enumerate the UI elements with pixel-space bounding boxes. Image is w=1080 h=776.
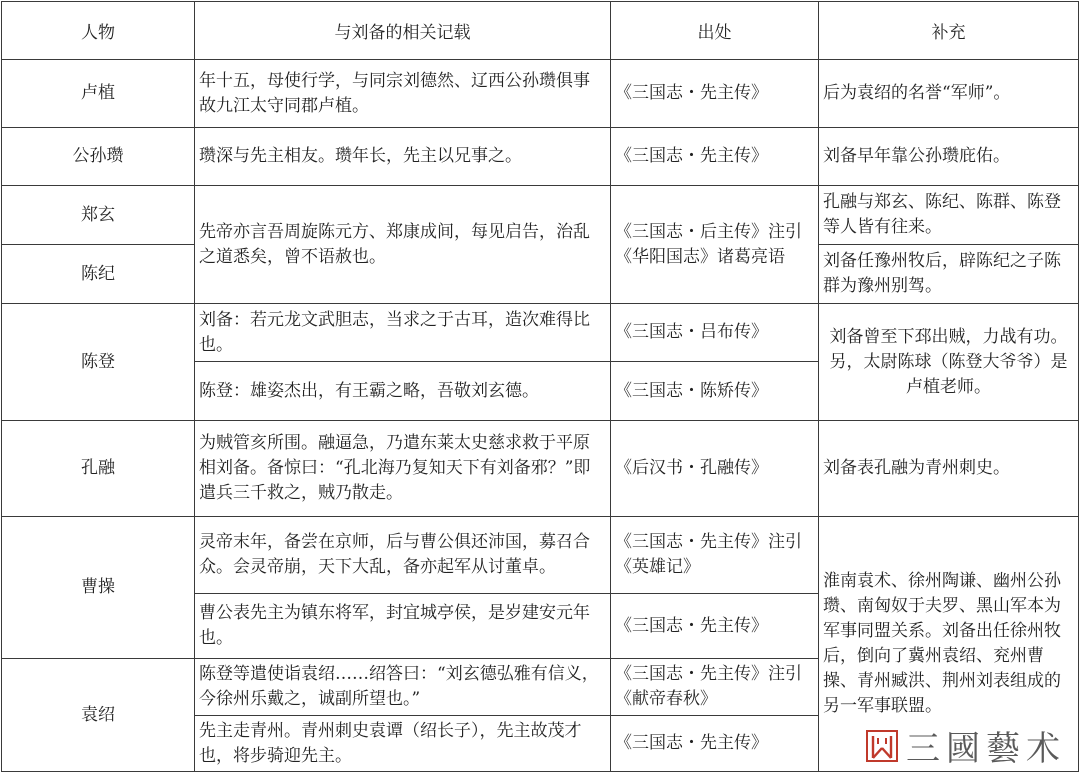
- table-row: [2, 186, 1079, 245]
- person-name: 孔融: [2, 421, 195, 517]
- record-cell: 为贼管亥所围。融逼急，乃遣东莱太史慈求救于平原相刘备。备惊曰：“孔北海乃复知天下有刘备邪？”即遣兵三千救之，贼乃散走。: [195, 421, 611, 517]
- note-cell: 刘备表孔融为青州刺史。: [819, 421, 1079, 517]
- header-record: 与刘备的相关记载: [195, 2, 611, 60]
- record-cell: 年十五，母使行学，与同宗刘德然、辽西公孙瓒俱事故九江太守同郡卢植。: [195, 60, 611, 128]
- table-row: [2, 128, 1079, 186]
- logo-emblem-icon: [864, 728, 900, 764]
- logo-text: 三國藝术: [906, 729, 1066, 769]
- header-note: 补充: [819, 2, 1079, 60]
- header-row: [2, 2, 1079, 60]
- person-name: 袁绍: [2, 659, 195, 772]
- table-row: [2, 421, 1079, 517]
- record-cell: 陈登：雄姿杰出，有王霸之略，吾敬刘玄德。: [195, 362, 611, 421]
- header-source: 出处: [611, 2, 819, 60]
- person-name: 公孙瓒: [2, 128, 195, 186]
- record-cell: 陈登等遣使诣袁绍……绍答曰：“刘玄德弘雅有信义，今徐州乐戴之，诚副所望也。”: [195, 659, 611, 716]
- record-cell: 先主走青州。青州刺史袁谭（绍长子），先主故茂才也，将步骑迎先主。: [195, 716, 611, 772]
- record-cell: 刘备：若元龙文武胆志，当求之于古耳，造次难得比也。: [195, 304, 611, 362]
- note-cell: 后为袁绍的名誉“军师”。: [819, 60, 1079, 128]
- person-name: 陈纪: [2, 245, 195, 304]
- table-row: [2, 60, 1079, 128]
- table-row: [2, 304, 1079, 362]
- source-cell: 《三国志・先主传》注引《英雄记》: [611, 517, 819, 594]
- source-cell: 《后汉书・孔融传》: [611, 421, 819, 517]
- person-name: 陈登: [2, 304, 195, 421]
- watermark-logo: [864, 721, 1066, 770]
- source-cell: 《三国志・先主传》: [611, 128, 819, 186]
- note-cell: 刘备早年靠公孙瓒庇佑。: [819, 128, 1079, 186]
- note-cell: 刘备任豫州牧后，辟陈纪之子陈群为豫州别驾。: [819, 245, 1079, 304]
- source-cell: 《三国志・先主传》: [611, 594, 819, 659]
- person-name: 郑玄: [2, 186, 195, 245]
- record-cell: 瓒深与先主相友。瓒年长，先主以兄事之。: [195, 128, 611, 186]
- note-cell: 淮南袁术、徐州陶谦、幽州公孙瓒、南匈奴于夫罗、黑山军本为军事同盟关系。刘备出任徐州牧后，倒向了冀州袁绍、兖州曹操、青州臧洪、荆州刘表组成的另一军事联盟。: [819, 517, 1079, 772]
- header-person: 人物: [2, 2, 195, 60]
- table-row: [2, 517, 1079, 594]
- history-table: [1, 1, 1079, 772]
- record-cell: 先帝亦言吾周旋陈元方、郑康成间，每见启告，治乱之道悉矣，曾不语赦也。: [195, 186, 611, 304]
- source-cell: 《三国志・陈矫传》: [611, 362, 819, 421]
- person-name: 曹操: [2, 517, 195, 659]
- note-cell: 孔融与郑玄、陈纪、陈群、陈登等人皆有往来。: [819, 186, 1079, 245]
- record-cell: 曹公表先主为镇东将军，封宜城亭侯，是岁建安元年也。: [195, 594, 611, 659]
- source-cell: 《三国志・后主传》注引《华阳国志》诸葛亮语: [611, 186, 819, 304]
- record-cell: 灵帝末年，备尝在京师，后与曹公俱还沛国，募召合众。会灵帝崩，天下大乱，备亦起军从讨董卓。: [195, 517, 611, 594]
- person-name: 卢植: [2, 60, 195, 128]
- source-cell: 《三国志・吕布传》: [611, 304, 819, 362]
- note-cell: 刘备曾至下邳出贼，力战有功。另，太尉陈球（陈登大爷爷）是卢植老师。: [819, 304, 1079, 421]
- source-cell: 《三国志・先主传》: [611, 716, 819, 772]
- source-cell: 《三国志・先主传》: [611, 60, 819, 128]
- source-cell: 《三国志・先主传》注引《献帝春秋》: [611, 659, 819, 716]
